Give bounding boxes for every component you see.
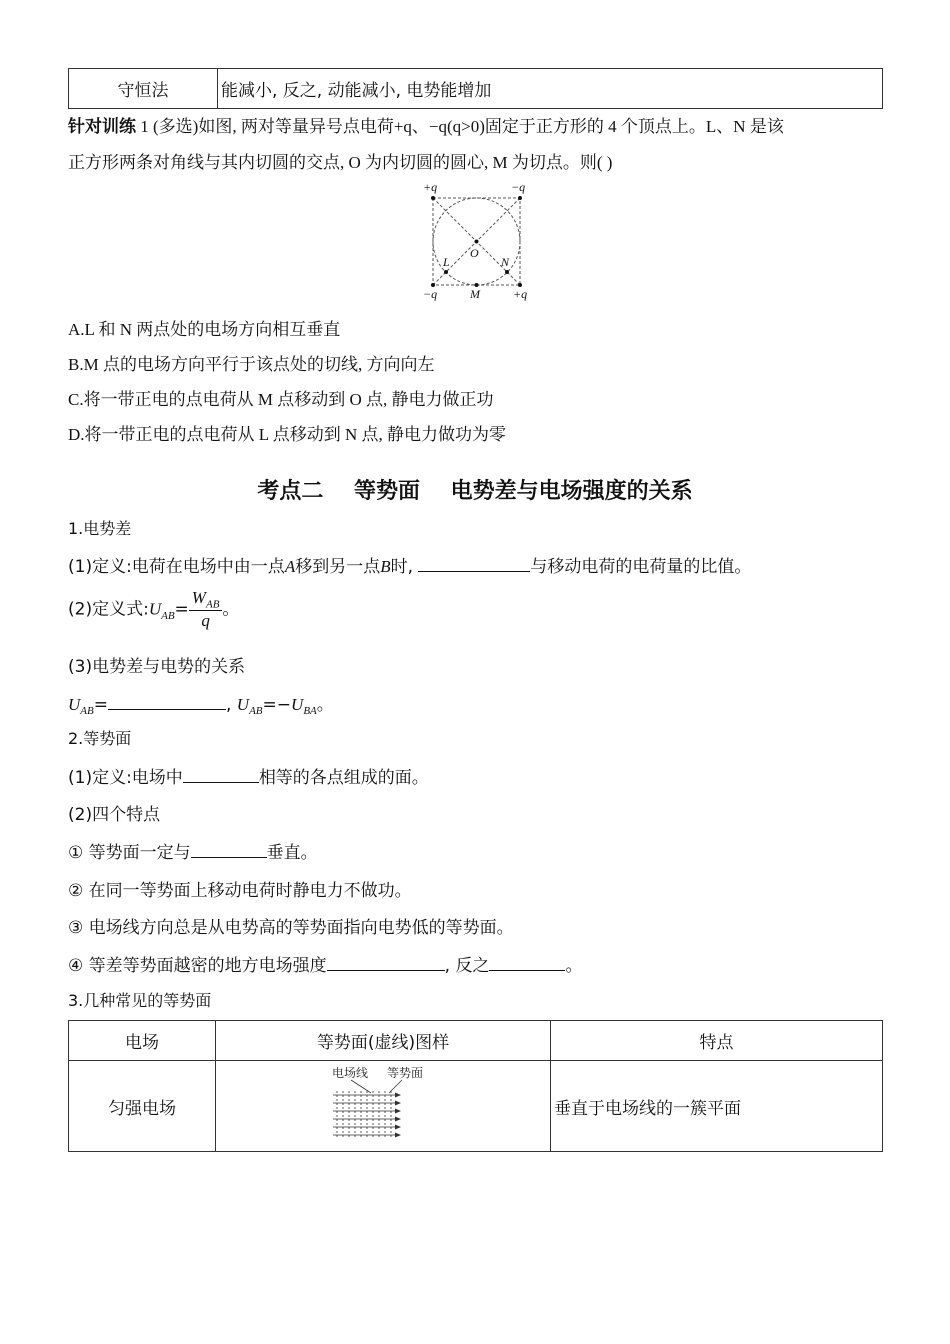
cell-uniform-figure bbox=[216, 1061, 551, 1152]
label-L: L bbox=[443, 255, 450, 269]
rel-u2: U bbox=[236, 695, 250, 714]
charge-dot-tl bbox=[431, 196, 435, 200]
feature-2: ② 在同一等势面上移动电荷时静电力不做功。 bbox=[68, 881, 412, 901]
header-field: 电场 bbox=[69, 1021, 216, 1061]
feature-1-a: ① 等势面一定与 bbox=[68, 843, 191, 863]
fig-label-field-line: 电场线 bbox=[332, 1066, 369, 1080]
exercise-stem-1: (多选)如图, 两对等量异号点电荷+q、−q(q>0)固定于正方形的 4 个顶点上。L、N 是该 bbox=[148, 117, 784, 136]
formula-period: 。 bbox=[222, 599, 240, 620]
point-O-dot bbox=[475, 240, 479, 244]
rel-u1: U bbox=[68, 695, 81, 714]
header-feature: 特点 bbox=[551, 1021, 883, 1061]
formula-label: (2)定义式: bbox=[68, 599, 149, 620]
s1-def-text-a: (1)定义:电荷在电场中由一点 bbox=[68, 557, 285, 577]
label-bl: −q bbox=[423, 287, 438, 301]
option-b: B.M 点的电场方向平行于该点处的切线, 方向向左 bbox=[68, 355, 435, 374]
charge-dot-tr bbox=[518, 196, 522, 200]
s2-title: 2.等势面 bbox=[68, 729, 132, 748]
fig-label-equipotential: 等势面 bbox=[387, 1066, 424, 1080]
frac-numerator: W bbox=[191, 588, 206, 607]
rel-sub-ba: BA bbox=[303, 705, 317, 718]
uniform-field-figure bbox=[329, 1063, 449, 1145]
option-c: C.将一带正电的点电荷从 M 点移动到 O 点, 静电力做正功 bbox=[68, 390, 494, 409]
label-tl: +q bbox=[423, 180, 438, 194]
blank-potential-diff[interactable] bbox=[108, 695, 226, 710]
feature-4 bbox=[68, 951, 582, 976]
option-d: D.将一带正电的点电荷从 L 点移动到 N 点, 静电力做功为零 bbox=[68, 425, 507, 444]
exercise-line-2: 正方形两条对角线与其内切圆的交点, O 为内切圆的圆心, M 为切点。则( ) bbox=[68, 153, 613, 172]
cell-uniform-feature: 垂直于电场线的一簇平面 bbox=[551, 1061, 883, 1152]
point-L-dot bbox=[444, 270, 448, 274]
s1-def-text-d: 与移动电荷的电荷量的比值。 bbox=[530, 557, 752, 577]
s1-relation bbox=[68, 690, 334, 717]
s1-relation-title: (3)电势差与电势的关系 bbox=[68, 657, 246, 677]
s1-title: 1.电势差 bbox=[68, 519, 132, 538]
blank-work[interactable] bbox=[418, 557, 530, 572]
point-N-dot bbox=[505, 270, 509, 274]
rel-sub-ab2: AB bbox=[249, 705, 263, 718]
label-tr: −q bbox=[511, 180, 526, 194]
blank-potential[interactable] bbox=[183, 768, 259, 783]
rel-sub-ab1: AB bbox=[80, 705, 94, 718]
option-a: A.L 和 N 两点处的电场方向相互垂直 bbox=[68, 320, 341, 339]
rel-comma: , bbox=[225, 695, 237, 715]
exercise-line-1 bbox=[68, 112, 784, 137]
blank-field-strength[interactable] bbox=[327, 956, 445, 971]
header-pattern: 等势面(虚线)图样 bbox=[216, 1021, 551, 1061]
label-br: +q bbox=[513, 287, 528, 301]
rel-period: 。 bbox=[316, 695, 334, 715]
label-M: M bbox=[470, 287, 480, 301]
label-N: N bbox=[501, 255, 510, 269]
s2-definition bbox=[68, 763, 429, 788]
s2-features-title: (2)四个特点 bbox=[68, 805, 161, 825]
feature-4-c: 。 bbox=[565, 956, 583, 976]
s1-def-text-c: 时, bbox=[390, 557, 419, 577]
frac-num-sub: AB bbox=[205, 598, 220, 611]
s1-def-text-b: 移到另一点 bbox=[295, 557, 381, 577]
point-a: A bbox=[284, 557, 296, 576]
s2-def-a: (1)定义:电场中 bbox=[68, 768, 183, 788]
formula-u: U bbox=[148, 599, 162, 619]
charge-square-figure bbox=[415, 178, 540, 302]
blank-opposite[interactable] bbox=[489, 956, 565, 971]
s3-title: 3.几种常见的等势面 bbox=[68, 991, 212, 1010]
feature-1-b: 垂直。 bbox=[266, 843, 318, 863]
point-b: B bbox=[380, 557, 391, 576]
rel-eq-neg: =− bbox=[262, 695, 292, 715]
top-table bbox=[68, 68, 883, 109]
equipotential-table bbox=[68, 1020, 883, 1152]
frac-denominator: q bbox=[201, 611, 210, 631]
method-desc-cell: 能减小, 反之, 动能减小, 电势能增加 bbox=[218, 69, 883, 109]
feature-4-a: ④ 等差等势面越密的地方电场强度 bbox=[68, 956, 327, 976]
section-title: 考点二 等势面 电势差与电场强度的关系 bbox=[257, 479, 693, 504]
s1-definition bbox=[68, 552, 751, 577]
label-O: O bbox=[470, 246, 479, 260]
formula-fraction bbox=[189, 588, 223, 631]
feature-3: ③ 电场线方向总是从电势高的等势面指向电势低的等势面。 bbox=[68, 918, 514, 938]
blank-field-line[interactable] bbox=[191, 843, 267, 858]
s1-formula bbox=[68, 588, 239, 631]
formula-eq: = bbox=[174, 599, 189, 620]
rel-eq: = bbox=[93, 695, 108, 715]
rel-u3: U bbox=[291, 695, 304, 714]
cell-uniform-field: 匀强电场 bbox=[69, 1061, 216, 1152]
formula-sub-ab: AB bbox=[161, 610, 175, 623]
feature-1 bbox=[68, 838, 318, 863]
s2-def-b: 相等的各点组成的面。 bbox=[258, 768, 429, 788]
method-cell: 守恒法 bbox=[69, 69, 218, 109]
exercise-number: 1 bbox=[140, 117, 149, 136]
feature-4-b: , 反之 bbox=[444, 956, 490, 976]
exercise-label: 针对训练 bbox=[68, 117, 136, 137]
